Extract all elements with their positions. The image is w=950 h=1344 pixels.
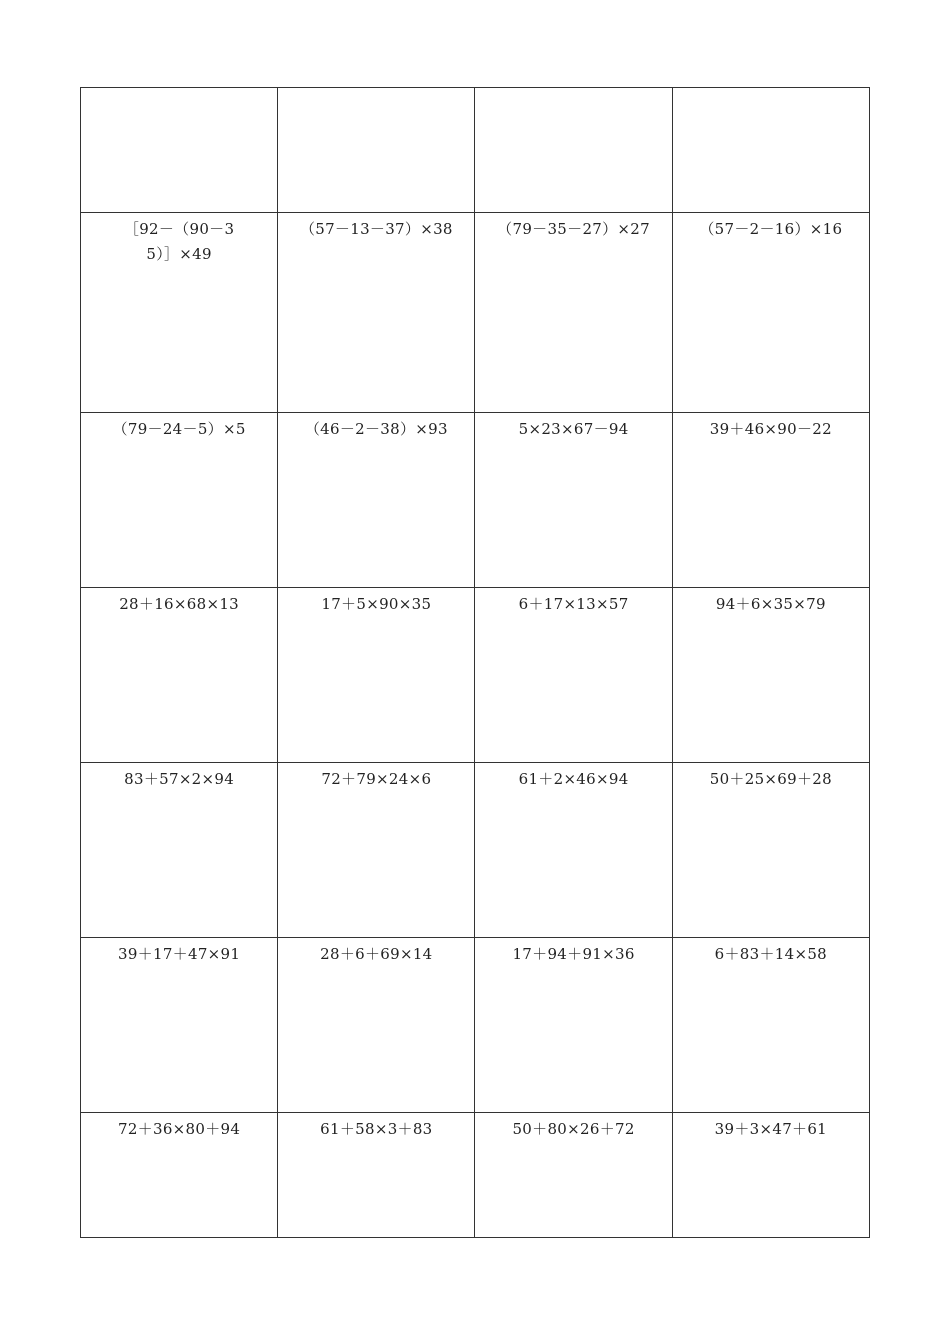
grid-row bbox=[81, 213, 870, 413]
problem-text: 61＋2×46×94 bbox=[518, 770, 629, 788]
grid-row bbox=[81, 88, 870, 213]
grid-cell bbox=[475, 213, 672, 413]
grid-cell bbox=[672, 213, 869, 413]
grid-cell bbox=[278, 413, 475, 588]
problem-text: （57－13－37）×38 bbox=[299, 220, 453, 238]
grid-row bbox=[81, 763, 870, 938]
grid-cell bbox=[81, 88, 278, 213]
problem-text: 72＋79×24×6 bbox=[321, 770, 432, 788]
grid-cell bbox=[278, 588, 475, 763]
grid-cell bbox=[475, 763, 672, 938]
grid-cell bbox=[278, 938, 475, 1113]
problem-text: 28＋16×68×13 bbox=[119, 595, 240, 613]
grid-cell bbox=[672, 588, 869, 763]
worksheet bbox=[80, 87, 870, 1237]
problem-text: 50＋25×69＋28 bbox=[709, 770, 832, 788]
problem-text: 5×23×67－94 bbox=[518, 420, 629, 438]
grid-cell bbox=[672, 938, 869, 1113]
grid-cell bbox=[475, 588, 672, 763]
grid-cell bbox=[81, 1113, 278, 1238]
problem-text: 6＋17×13×57 bbox=[518, 595, 629, 613]
grid-cell bbox=[81, 763, 278, 938]
grid-row bbox=[81, 1113, 870, 1238]
grid-cell bbox=[475, 938, 672, 1113]
grid-cell bbox=[278, 1113, 475, 1238]
grid-row bbox=[81, 588, 870, 763]
problem-text: （79－35－27）×27 bbox=[497, 220, 650, 238]
grid-cell bbox=[81, 588, 278, 763]
problem-text: 83＋57×2×94 bbox=[124, 770, 235, 788]
grid-cell bbox=[81, 213, 278, 413]
grid-cell bbox=[278, 213, 475, 413]
grid-cell bbox=[81, 413, 278, 588]
grid-cell bbox=[672, 88, 869, 213]
problem-text: 50＋80×26＋72 bbox=[512, 1120, 635, 1138]
problem-text: 39＋3×47＋61 bbox=[714, 1120, 828, 1138]
problem-text: ［92－（90－35）］×49 bbox=[123, 220, 235, 263]
problem-text: 61＋58×3＋83 bbox=[320, 1120, 433, 1138]
grid-row bbox=[81, 413, 870, 588]
problem-text: （46－2－38）×93 bbox=[304, 420, 448, 438]
grid-row bbox=[81, 938, 870, 1113]
problem-text: 72＋36×80＋94 bbox=[118, 1120, 241, 1138]
problem-text: （57－2－16）×16 bbox=[699, 220, 843, 238]
grid-cell bbox=[278, 763, 475, 938]
grid-cell bbox=[475, 413, 672, 588]
problem-text: 39＋46×90－22 bbox=[709, 420, 832, 438]
grid-cell bbox=[475, 88, 672, 213]
problem-grid bbox=[80, 87, 870, 1238]
grid-cell bbox=[672, 1113, 869, 1238]
problem-text: 17＋5×90×35 bbox=[321, 595, 432, 613]
problem-text: 39＋17＋47×91 bbox=[118, 945, 241, 963]
problem-text: 94＋6×35×79 bbox=[715, 595, 826, 613]
problem-text: 28＋6＋69×14 bbox=[320, 945, 433, 963]
grid-cell bbox=[672, 413, 869, 588]
grid-cell bbox=[81, 938, 278, 1113]
problem-text: 17＋94＋91×36 bbox=[512, 945, 635, 963]
problem-text: 6＋83＋14×58 bbox=[714, 945, 828, 963]
problem-text: （79－24－5）×5 bbox=[112, 420, 246, 438]
grid-cell bbox=[475, 1113, 672, 1238]
grid-cell bbox=[278, 88, 475, 213]
grid-cell bbox=[672, 763, 869, 938]
